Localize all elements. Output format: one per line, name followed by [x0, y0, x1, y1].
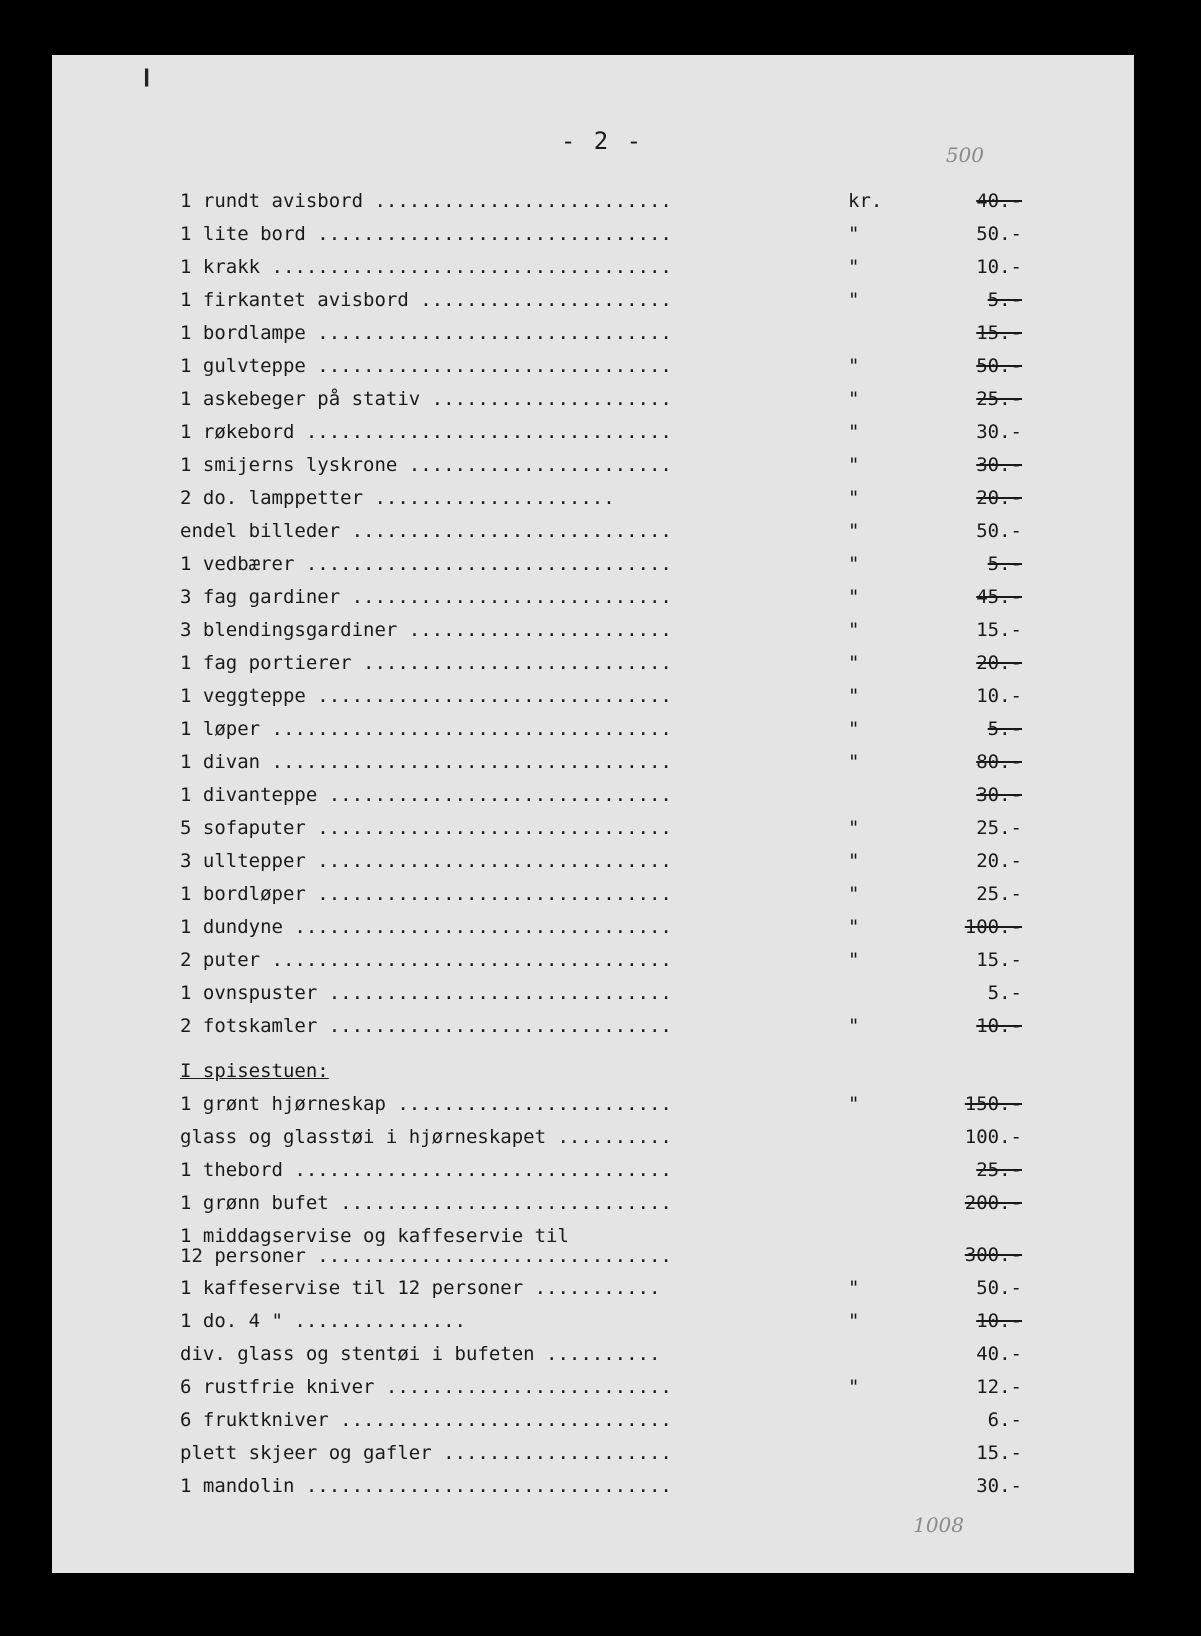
- list-item: [180, 647, 1080, 680]
- item-price: [902, 812, 1022, 845]
- price-value: 150.-: [964, 1093, 1022, 1115]
- ditto-mark: ": [848, 1093, 860, 1115]
- item-name: 1 firkantet avisbord ......................: [180, 289, 672, 311]
- item-price: [902, 911, 1022, 944]
- margin-marks: ❙: [140, 65, 154, 90]
- item-price: [902, 845, 1022, 878]
- item-name: 1 grønt hjørneskap ........................: [180, 1093, 672, 1115]
- list-item: [180, 845, 1080, 878]
- item-price: [902, 284, 1022, 317]
- list-item: [180, 944, 1080, 977]
- ditto-mark: ": [848, 586, 860, 608]
- item-name: 1 bordlampe ...............................: [180, 322, 672, 344]
- item-name: 1 fag portierer ...........................: [180, 652, 672, 674]
- list-item: [180, 449, 1080, 482]
- item-price: [902, 449, 1022, 482]
- item-price: [902, 944, 1022, 977]
- list-item: [180, 416, 1080, 449]
- list-item: [180, 614, 1080, 647]
- item-price: [902, 482, 1022, 515]
- item-name: 3 ulltepper ...............................: [180, 850, 672, 872]
- item-price: [902, 1404, 1022, 1437]
- list-item: [180, 218, 1080, 251]
- price-value: 5.-: [987, 982, 1022, 1004]
- item-name: 1 smijerns lyskrone .......................: [180, 454, 672, 476]
- list-item: [180, 515, 1080, 548]
- item-price: [902, 1437, 1022, 1470]
- ditto-mark: ": [848, 487, 860, 509]
- price-value: 100.-: [964, 916, 1022, 938]
- price-value: 10.-: [976, 256, 1022, 278]
- price-value: 100.-: [964, 1126, 1022, 1148]
- item-name: 2 fotskamler ..............................: [180, 1015, 672, 1037]
- price-value: 6.-: [987, 1409, 1022, 1431]
- item-name: glass og glasstøi i hjørneskapet ..........: [180, 1126, 672, 1148]
- item-name: 1 thebord .................................: [180, 1159, 672, 1181]
- list-item: [180, 548, 1080, 581]
- ditto-mark: ": [848, 949, 860, 971]
- ditto-mark: ": [848, 751, 860, 773]
- ditto-mark: ": [848, 850, 860, 872]
- price-value: 10.-: [976, 1015, 1022, 1037]
- price-value: 80.-: [976, 751, 1022, 773]
- price-value: 45.-: [976, 586, 1022, 608]
- list-item: [180, 1338, 1080, 1371]
- ditto-mark: kr.: [848, 190, 883, 212]
- item-name: 1 vedbærer ................................: [180, 553, 672, 575]
- ditto-mark: ": [848, 883, 860, 905]
- item-name: plett skjeer og gafler ....................: [180, 1442, 672, 1464]
- price-value: 12.-: [976, 1376, 1022, 1398]
- item-name: 1 mandolin ................................: [180, 1475, 672, 1497]
- item-price: [902, 878, 1022, 911]
- price-value: 25.-: [976, 388, 1022, 410]
- pencil-annotation-bottom: 1008: [913, 1513, 964, 1537]
- ditto-mark: ": [848, 817, 860, 839]
- list-item: [180, 1371, 1080, 1404]
- price-value: 50.-: [976, 223, 1022, 245]
- list-item: [180, 581, 1080, 614]
- price-value: 200.-: [964, 1192, 1022, 1214]
- item-price: [902, 185, 1022, 218]
- list-item: [180, 1220, 1080, 1272]
- item-price: [902, 1338, 1022, 1371]
- item-price: [902, 218, 1022, 251]
- section-dining-room: [180, 1088, 1080, 1503]
- price-value: 30.-: [976, 421, 1022, 443]
- list-item: [180, 812, 1080, 845]
- item-price: [902, 1239, 1022, 1272]
- item-price: [902, 1187, 1022, 1220]
- price-value: 20.-: [976, 487, 1022, 509]
- item-price: [902, 1305, 1022, 1338]
- list-item: [180, 1404, 1080, 1437]
- ditto-mark: ": [848, 916, 860, 938]
- pencil-annotation-top: 500: [945, 143, 984, 167]
- item-name: 1 veggteppe ...............................: [180, 685, 672, 707]
- list-item: [180, 1010, 1080, 1043]
- list-item: [180, 284, 1080, 317]
- list-item: [180, 1305, 1080, 1338]
- item-price: [902, 1272, 1022, 1305]
- list-item: [180, 482, 1080, 515]
- item-name: 1 kaffeservise til 12 personer ...........: [180, 1277, 661, 1299]
- item-name: 1 askebeger på stativ .....................: [180, 388, 672, 410]
- ditto-mark: ": [848, 289, 860, 311]
- inventory-list: [180, 185, 1080, 1503]
- ditto-mark: ": [848, 421, 860, 443]
- item-price: [902, 1088, 1022, 1121]
- item-name: 1 divan ...................................: [180, 751, 672, 773]
- price-value: 20.-: [976, 652, 1022, 674]
- price-value: 25.-: [976, 883, 1022, 905]
- price-value: 15.-: [976, 322, 1022, 344]
- item-name: 1 dundyne .................................: [180, 916, 672, 938]
- price-value: 20.-: [976, 850, 1022, 872]
- item-name: 1 lite bord ...............................: [180, 223, 672, 245]
- price-value: 5.-: [987, 289, 1022, 311]
- ditto-mark: ": [848, 619, 860, 641]
- item-name: 3 blendingsgardiner .......................: [180, 619, 672, 641]
- item-price: [902, 647, 1022, 680]
- price-value: 25.-: [976, 1159, 1022, 1181]
- list-item: [180, 1470, 1080, 1503]
- list-item: [180, 1088, 1080, 1121]
- list-item: [180, 251, 1080, 284]
- item-name: 3 fag gardiner ............................: [180, 586, 672, 608]
- ditto-mark: ": [848, 553, 860, 575]
- item-name: 6 fruktkniver .............................: [180, 1409, 672, 1431]
- list-item: [180, 746, 1080, 779]
- item-name: 1 rundt avisbord ..........................: [180, 190, 672, 212]
- price-value: 10.-: [976, 685, 1022, 707]
- list-item: [180, 317, 1080, 350]
- document-page: [52, 55, 1134, 1573]
- section-living-room: [180, 185, 1080, 1043]
- price-value: 10.-: [976, 1310, 1022, 1332]
- item-price: [902, 1121, 1022, 1154]
- item-price: [902, 746, 1022, 779]
- item-price: [902, 416, 1022, 449]
- price-value: 30.-: [976, 454, 1022, 476]
- item-price: [902, 548, 1022, 581]
- ditto-mark: ": [848, 520, 860, 542]
- item-name: 1 ovnspuster ..............................: [180, 982, 672, 1004]
- item-name: 1 røkebord ................................: [180, 421, 672, 443]
- ditto-mark: ": [848, 1376, 860, 1398]
- price-value: 40.-: [976, 1343, 1022, 1365]
- list-item: [180, 185, 1080, 218]
- item-price: [902, 713, 1022, 746]
- item-price: [902, 1010, 1022, 1043]
- ditto-mark: ": [848, 652, 860, 674]
- item-price: [902, 977, 1022, 1010]
- list-item: [180, 779, 1080, 812]
- item-price: [902, 779, 1022, 812]
- item-price: [902, 383, 1022, 416]
- list-item: [180, 911, 1080, 944]
- price-value: 50.-: [976, 1277, 1022, 1299]
- ditto-mark: ": [848, 718, 860, 740]
- price-value: 50.-: [976, 355, 1022, 377]
- price-value: 15.-: [976, 619, 1022, 641]
- price-value: 5.-: [987, 718, 1022, 740]
- price-value: 40.-: [976, 190, 1022, 212]
- price-value: 30.-: [976, 1475, 1022, 1497]
- item-price: [902, 515, 1022, 548]
- item-name: 1 krakk ...................................: [180, 256, 672, 278]
- ditto-mark: ": [848, 685, 860, 707]
- item-price: [902, 350, 1022, 383]
- item-name: 6 rustfrie kniver .........................: [180, 1376, 672, 1398]
- ditto-mark: ": [848, 223, 860, 245]
- price-value: 15.-: [976, 1442, 1022, 1464]
- item-price: [902, 317, 1022, 350]
- list-item: [180, 350, 1080, 383]
- item-name: 1 bordløper ...............................: [180, 883, 672, 905]
- item-name: endel billeder ............................: [180, 520, 672, 542]
- section-heading: [180, 1055, 1080, 1088]
- item-name: 2 do. lamppetter .....................: [180, 487, 615, 509]
- ditto-mark: ": [848, 355, 860, 377]
- list-item: [180, 383, 1080, 416]
- item-name: 2 puter ...................................: [180, 949, 672, 971]
- item-price: [902, 1371, 1022, 1404]
- item-name: 5 sofaputer ...............................: [180, 817, 672, 839]
- item-price: [902, 1470, 1022, 1503]
- item-name: 1 do. 4 " ...............: [180, 1310, 466, 1332]
- list-item: [180, 1272, 1080, 1305]
- list-item: [180, 1437, 1080, 1470]
- item-price: [902, 581, 1022, 614]
- list-item: [180, 878, 1080, 911]
- price-value: 5.-: [987, 553, 1022, 575]
- price-value: 300.-: [964, 1244, 1022, 1266]
- item-name: 1 løper ...................................: [180, 718, 672, 740]
- list-item: [180, 1154, 1080, 1187]
- item-price: [902, 614, 1022, 647]
- list-item: [180, 1187, 1080, 1220]
- list-item: [180, 977, 1080, 1010]
- ditto-mark: ": [848, 1277, 860, 1299]
- section-title: I spisestuen:: [180, 1060, 329, 1082]
- ditto-mark: ": [848, 454, 860, 476]
- price-value: 30.-: [976, 784, 1022, 806]
- item-name: 1 divanteppe ..............................: [180, 784, 672, 806]
- ditto-mark: ": [848, 1015, 860, 1037]
- ditto-mark: ": [848, 1310, 860, 1332]
- price-value: 50.-: [976, 520, 1022, 542]
- item-price: [902, 1154, 1022, 1187]
- ditto-mark: ": [848, 256, 860, 278]
- price-value: 15.-: [976, 949, 1022, 971]
- item-price: [902, 680, 1022, 713]
- item-name: 1 gulvteppe ...............................: [180, 355, 672, 377]
- list-item: [180, 713, 1080, 746]
- price-value: 25.-: [976, 817, 1022, 839]
- list-item: [180, 1121, 1080, 1154]
- item-name: div. glass og stentøi i bufeten ..........: [180, 1343, 661, 1365]
- item-name: 1 middagservise og kaffeservie til 12 personer ...............................: [180, 1226, 672, 1266]
- ditto-mark: ": [848, 388, 860, 410]
- item-price: [902, 251, 1022, 284]
- page-number: - 2 -: [560, 127, 644, 155]
- list-item: [180, 680, 1080, 713]
- item-name: 1 grønn bufet .............................: [180, 1192, 672, 1214]
